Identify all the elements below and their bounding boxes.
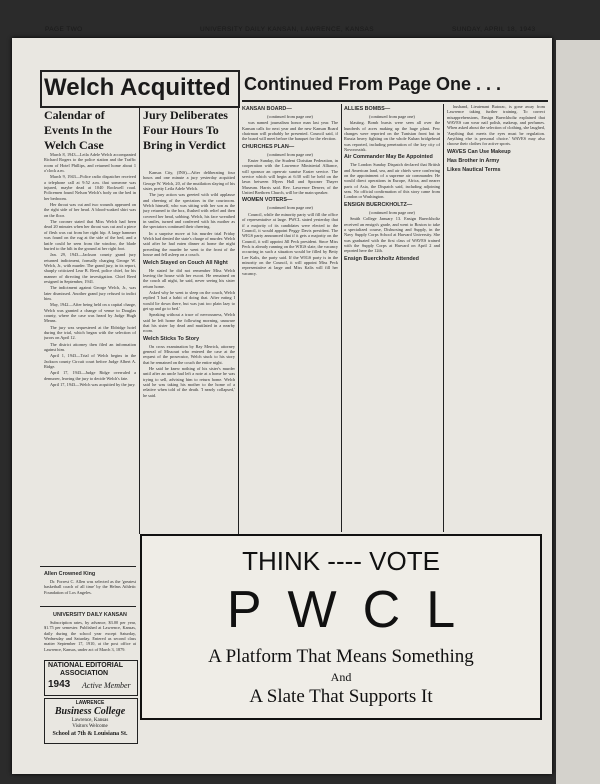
masthead-box-body: Subscription rates, by advance, $3.00 per year, $1.75 per semester. Published at Lawrence, Kansas, daily during the school year except Saturday, Wednesday and Saturday. Entered as second class matter September 17, 1910, at the post office at Lawrence, Kansas, under act of March 3, 1879. bbox=[44, 620, 136, 652]
ad-pwcl: PWCL bbox=[226, 581, 482, 639]
section-body: Smith College January 13. Ensign Buerckholtz received an ensign's grade, and went to Boston to take a specialized course, Disbursing and Supply, in the Navy Supply Corps School at Harvard University. She was graduated with the first class of WAVES trained with the Supply Corps at Harvard on April 2 and reported here the 12th. bbox=[344, 216, 440, 254]
jury-paragraph: Speaking without a trace of nervousness, Welch said he left home the following morning, unaware that his sister lay dead and mutilated in a nearby room. bbox=[143, 312, 235, 334]
calendar-entry: March 9, 1943—Police radio dispatcher received a telephone call at 9:52 a.m. that someone was injured, maybe dead at 1040 Rockwell road. Policemen found Nelson Welch's body on the bed in her bedroom. bbox=[44, 174, 136, 201]
calendar-entry: Jan. 29, 1943—Jackson county grand jury returned indictment, formally charging George W. Welch, Jr., with murder. The grand jury, in its report, sharply criticized Lear B. Reed, police chief, for his manner of directing the investigation. Chief Reed resigned in September, 1941. bbox=[44, 252, 136, 284]
column-rule bbox=[443, 104, 444, 532]
adjacent-page-edge bbox=[556, 40, 600, 784]
calendar-entry: The indictment against George Welch, Jr., was later dismissed. Another grand jury refused to indict him. bbox=[44, 285, 136, 301]
jury-paragraph: On cross examination by Ray Merrick, attorney general of Missouri who entered the case at the request of the prosecutor, Welch stuck to his story that he remained on the couch the entire night. bbox=[143, 343, 235, 365]
section-subhead: WAVES Can Use Makeup bbox=[447, 148, 511, 155]
jury-paragraph: In a surprise move at his murder trial Friday Welch had denied the state's charge of murder. Welch said after he had eaten dinner at home the night preceding the murder he went to the front of the house and fell asleep on a couch. bbox=[143, 230, 235, 258]
calendar-column bbox=[44, 152, 136, 564]
column-rule bbox=[139, 106, 140, 534]
calendar-entry: The coroner stated that Miss Welch had been dead 20 minutes when her throat was cut and a piece of flesh was cut from her right hip. A large hammer was found on the rug at the side of the bed, and a knife could be seen from the window, the blade buried to the hilt in the ground at her right foot. bbox=[44, 219, 136, 251]
section-subhead: Likes Nautical Terms bbox=[447, 166, 501, 173]
calendar-entry: April 17, 1943—Welch was acquitted by the jury. bbox=[50, 382, 136, 388]
business-l2: Business College bbox=[54, 706, 126, 717]
section-body: husband, Lieutenant Butorac, is gone away from Lawrence taking further training. To correct misapprehensions, Ensign Buerckholtz explained that WAVES can wear nail polish, makeup, and perfumes. When asked about the selection of clothing, she laughed, 'Anything that meets the eyes must be regulation. Anything else is personal choice.' WAVES may also choose their clothes for active sports. bbox=[447, 104, 545, 147]
section-head: ALLIES BOMBS— bbox=[344, 106, 391, 112]
jury-subhead: Welch Sticks To Story bbox=[143, 335, 200, 342]
masthead-box-head: UNIVERSITY DAILY KANSAN bbox=[53, 612, 127, 618]
briefs-column-a bbox=[242, 104, 338, 532]
box-rule bbox=[40, 566, 136, 567]
calendar-entry: Her throat was cut and two wounds appeared on the right side of her head. A blood-soaked shirt was on the floor. bbox=[44, 202, 136, 218]
section-head: WOMEN VOTERS— bbox=[242, 197, 293, 204]
column-rule bbox=[238, 72, 239, 534]
section-head: ENSIGN BUERCKHOLTZ— bbox=[344, 201, 413, 208]
jury-subhead: Welch Stayed on Couch All Night bbox=[143, 259, 228, 266]
calendar-entry: March 8, 1943—Leila Adele Welch accompanied Richard Rogers to the police station and the Traffic room of Hotel Phillips, and returned home about 1 o'clock a.m. bbox=[44, 152, 136, 174]
jury-paragraph: He said he knew nothing of his sister's murder until after an uncle had left a note at a home he was trying to sell, advising him to return home. Welch said he was taking his mother to the home of a relative when told of the death. 'I nearly collapsed,' he said. bbox=[143, 366, 235, 398]
subscription-box bbox=[44, 610, 136, 656]
jury-column bbox=[143, 170, 235, 532]
jury-paragraph: Asked why he went to sleep on the couch, Welch replied 'I had a habit of doing that. After eating I would lie down there, but was just too plain lazy to get up and go to bed.' bbox=[143, 289, 235, 311]
paper-name: UNIVERSITY DAILY KANSAN, LAWRENCE, KANSAS bbox=[200, 26, 375, 33]
business-l4: Visitors Welcome bbox=[72, 724, 108, 729]
section-head: CHURCHES PLAN— bbox=[242, 143, 295, 150]
jury-paragraph: Kansas City, (INS)—After deliberating four hours and one minute a jury yesterday acquitted George W. Welch, 20, of the mutilation slaying of his sister, pretty Leila Adele Welch. bbox=[143, 170, 235, 192]
section-head: Air Commander May Be Appointed bbox=[344, 154, 433, 161]
calendar-entry: April 17, 1943—Judge Ridge overruled a demurrer, leaving the jury to decide Welch's fate. bbox=[44, 370, 136, 381]
issue-date: SUNDAY, APRIL 18, 1943 bbox=[452, 26, 536, 33]
section-body: was named journalism honor man last year. The Kansan calls for next year and the new Kansan Board chairman will probably be presented. Council said, if the board will meet before the banquet for the election. bbox=[242, 120, 338, 142]
box-rule bbox=[40, 606, 136, 607]
section-body: blasting. Bomb bursts were seen all over the hundreds of acres making up the huge plant. Few changes were reported on the Tunisian front but in Russia heavy fighting on the whole Kuban bridgehead was reported, including penetration of the key city of Novorossisk. bbox=[344, 120, 440, 153]
business-l5: School at 7th & Louisiana St. bbox=[52, 731, 128, 737]
jury-paragraph: The jury action was greeted with wild applause and cheering of the spectators in the courtroom. Welch himself, who was sitting with her son as the jury returned to the box, flushed with relief and then covered her head, sobbing. Welch, his face wreathed in smiles, turned and conferred with his mother as the spectators continued their cheering. bbox=[143, 192, 235, 230]
section-body: Easter Sunday, the Student Christian Federation, in cooperation with the Lawrence Ministerial Alliance, will sponsor an open-air sunrise Easter service. The service which will begin at 6:30 will be held on the lawn between Myers Hall and Spooner Thayer Museum. Harris said. Rev. Lawrence Denver, of the United Brethren Church, will be the main speaker. bbox=[242, 158, 338, 196]
masthead-rule bbox=[40, 36, 548, 37]
ad-platform: A Platform That Means Something bbox=[208, 646, 474, 667]
continued-note: (continued from page one) bbox=[369, 114, 415, 119]
section-head: KANSAN BOARD— bbox=[242, 106, 292, 112]
nea-line1: NATIONAL EDITORIAL bbox=[48, 662, 124, 669]
calendar-headline: Calendar of Events In the Welch Case bbox=[44, 108, 113, 152]
column-rule bbox=[341, 104, 342, 532]
continued-rule bbox=[242, 100, 548, 102]
nea-member: Active Member bbox=[82, 681, 131, 690]
calendar-entry: May, 1942—After being held on a capital charge, Welch was granted a change of venue to Douglas county, where the case was heard by Judge Hugh Means. bbox=[44, 302, 136, 324]
welch-headline: Welch Acquitted bbox=[44, 74, 231, 101]
continued-note: (continued from page one) bbox=[267, 205, 313, 211]
continued-note: (continued from page one) bbox=[267, 114, 313, 119]
calendar-entry: The jury was sequestered at the Eldridge hotel during the trial, which began with the selection of jurors on April 12. bbox=[44, 324, 136, 341]
section-subhead: Ensign Buerckholtz Attended bbox=[344, 255, 419, 262]
nea-line2: ASSOCIATION bbox=[60, 670, 109, 677]
briefs-column-b bbox=[344, 104, 440, 532]
ad-think-vote: THINK ---- VOTE bbox=[242, 546, 440, 576]
page-number: PAGE TWO bbox=[45, 26, 83, 33]
allen-head: Allen Crowned King bbox=[44, 571, 96, 577]
calendar-entry: The district attorney then filed an information against him. bbox=[44, 341, 136, 353]
section-subhead: Has Brother in Army bbox=[447, 157, 500, 164]
ad-slate: A Slate That Supports It bbox=[249, 686, 433, 707]
section-body: Council, while the minority party will fill the office of representative at large. PWCL stated yesterday that if a majority of its candidates were elected to the Council, it would appoint Peggy Davis president. The WIGS party announced that if it gets a majority on the Council, it will appoint Jill Peck president. Since Miss Peck is already running on the WIGS slate, the vacancy occurring in such a situation would be filled by Betty Lee Kalis, the party said. If the WIGS party is in the minority on the Council, it will appoint Miss Peck representative at large and Miss Kalis will fill her vacancy. bbox=[242, 211, 338, 276]
allen-body: Dr. Forrest C. Allen was selected as the 'greatest basketball coach of all time' by the Helms Athletic Foundation of Los Angeles. bbox=[44, 579, 136, 595]
ad-and: And bbox=[330, 670, 352, 684]
allen-brief bbox=[44, 569, 136, 603]
jury-headline: Jury Deliberates Four Hours To Bring in Verdict bbox=[143, 108, 228, 152]
pwcl-advertisement bbox=[140, 534, 542, 720]
section-body: The London Sunday Dispatch declared that British and American land, sea, and air chiefs were conferring on the appointment of a supreme air commander. He would direct operations in Europe, Africa, and nearer parts of Asia, the Dispatch said, including adjoining seas. No official confirmation of this story came from London or Washington. bbox=[344, 162, 440, 200]
business-l1: LAWRENCE bbox=[75, 700, 105, 706]
business-l3: Lawrence, Kansas bbox=[71, 718, 109, 723]
calendar-entry: April 1, 1943—Trial of Welch begins in the Jackson county Circuit court before Judge Albert A. Ridge. bbox=[44, 353, 136, 370]
continued-headline: Continued From Page One . . . bbox=[244, 74, 502, 94]
continued-note: (continued from page one) bbox=[369, 209, 415, 215]
waves-column bbox=[447, 104, 545, 532]
nea-year: 1943 bbox=[48, 679, 71, 690]
jury-paragraph: He stated he did not remember Miss Welch leaving the house with her escort. He remained on the couch all night, he said, never seeing his sister return home. bbox=[143, 267, 235, 289]
continued-note: (continued from page one) bbox=[267, 151, 313, 157]
